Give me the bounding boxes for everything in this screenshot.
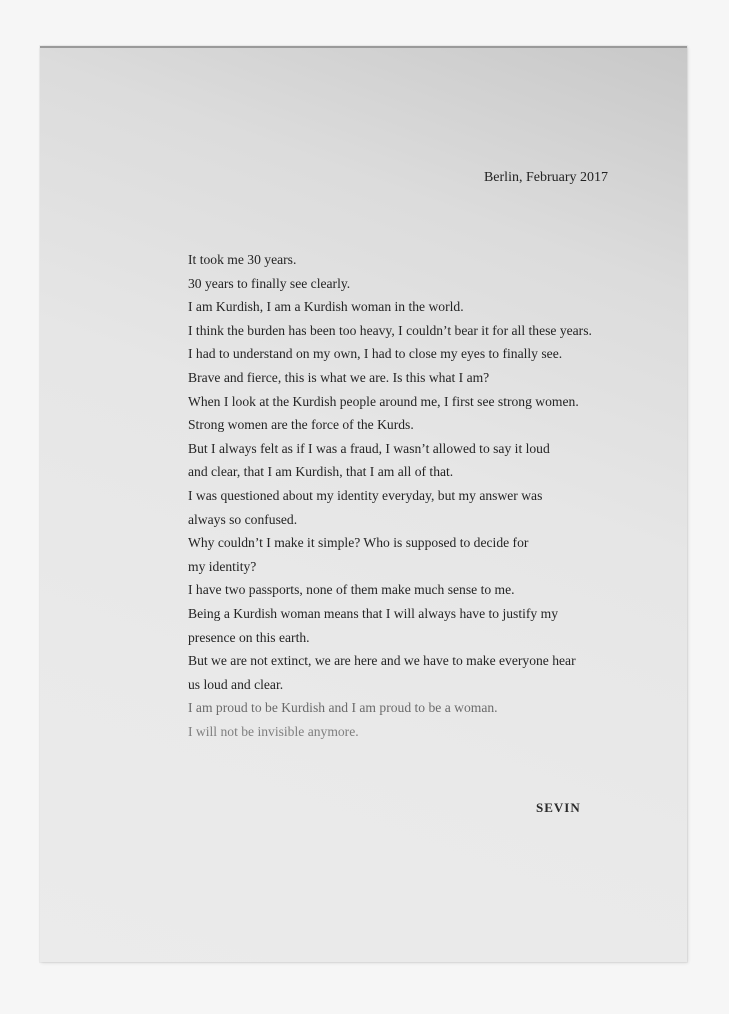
poem-line: and clear, that I am Kurdish, that I am all of that.: [188, 464, 454, 480]
poem-line: my identity?: [188, 558, 257, 574]
poem-line: Why couldn’t I make it simple? Who is supposed to decide for: [188, 535, 529, 551]
poem-line: always so confused.: [188, 511, 298, 527]
poem-line: I think the burden has been too heavy, I couldn’t bear it for all these years.: [188, 322, 592, 338]
author-signature: SEVIN: [536, 800, 581, 815]
poem-line: I had to understand on my own, I had to close my eyes to finally see.: [188, 346, 563, 362]
poem-line: I have two passports, none of them make much sense to me.: [188, 582, 515, 598]
poem-line: I am proud to be Kurdish and I am proud to be a woman.: [188, 700, 498, 716]
poem-line: I am Kurdish, I am a Kurdish woman in the world.: [188, 299, 464, 315]
poem-line: Being a Kurdish woman means that I will always have to justify my: [188, 605, 558, 621]
poem-line: us loud and clear.: [188, 676, 284, 692]
letter-date: Berlin, February 2017: [483, 170, 608, 185]
letter-sheet: [40, 46, 687, 962]
poem-line: But I always felt as if I was a fraud, I wasn’t allowed to say it loud: [188, 440, 550, 456]
poem-line: But we are not extinct, we are here and we have to make everyone hear: [188, 653, 576, 669]
poem-line: I was questioned about my identity everyday, but my answer was: [188, 487, 543, 503]
poem-body: [188, 248, 592, 743]
poem-line: When I look at the Kurdish people around me, I first see strong women.: [188, 393, 579, 409]
poem-line: Strong women are the force of the Kurds.: [188, 417, 414, 433]
poem-line: I will not be invisible anymore.: [188, 723, 359, 739]
poem-line: It took me 30 years.: [188, 252, 297, 267]
poem-line: presence on this earth.: [188, 629, 310, 645]
poem-line: 30 years to finally see clearly.: [188, 275, 351, 291]
poem-line: Brave and fierce, this is what we are. Is this what I am?: [188, 369, 490, 385]
